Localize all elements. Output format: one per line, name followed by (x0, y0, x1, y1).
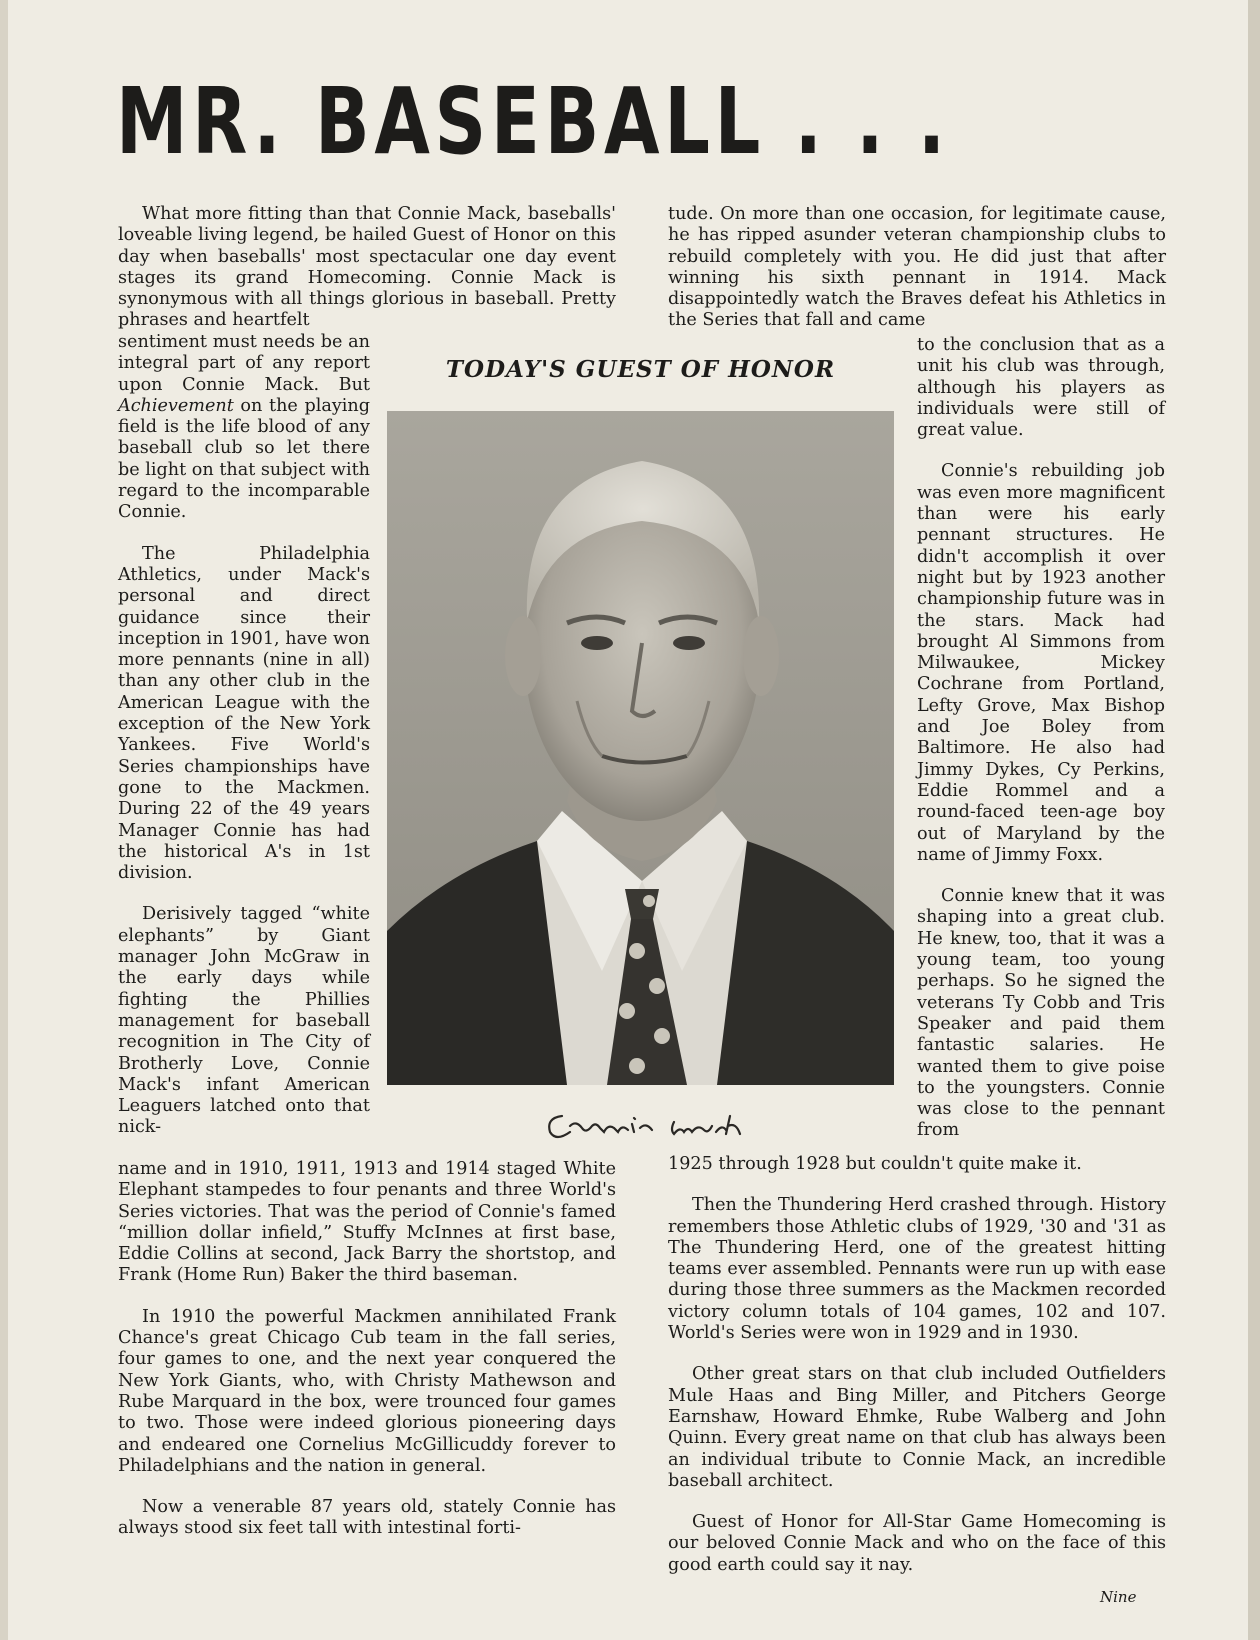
article-paragraph: 1925 through 1928 but couldn't quite make it. (668, 1154, 1082, 1174)
headline: MR. BASEBALL . . . (116, 68, 950, 175)
article-paragraph: Connie's rebuilding job was even more magnificent than were his early pennant structures. He didn't accomplish it over night but by 1923 another championship future was in the stars. Mack had brought Al Simmons from Milwaukee, Mickey Cochrane from Portland, Lefty Grove, Max Bishop and Joe Boley from Baltimore. He also had Jimmy Dykes, Cy Perkins, Eddie Rommel and a round-faced teen-age boy out of Maryland by the name of Jimmy Foxx. (917, 461, 1165, 865)
article-paragraph: Now a venerable 87 years old, stately Connie has always stood six feet tall with intestinal forti- (118, 1497, 616, 1539)
column-1-top (118, 204, 616, 332)
text-run: on the playing field is the life blood of any baseball club so let there be light on that subject with regard to the incomparable Connie. (118, 395, 370, 523)
emphasis-word: Achievement (118, 395, 234, 416)
column-1-narrow (118, 332, 370, 1139)
article-paragraph: What more fitting than that Connie Mack, baseballs' loveable living legend, be hailed Guest of Honor on this day when baseballs' most spectacular one day event stages its grand Homecoming. Connie Mack is synonymous with all things glorious in baseball. Pretty phrases and heartfelt (118, 204, 616, 331)
article-paragraph: Guest of Honor for All-Star Game Homecoming is our beloved Connie Mack and who on the face of this good earth could say it nay. (668, 1512, 1166, 1575)
article-paragraph (118, 332, 370, 524)
article-paragraph: Other great stars on that club included Outfielders Mule Haas and Bing Miller, and Pitchers George Earnshaw, Howard Ehmke, Rube Walberg and John Quinn. Every great name on that club has always been an individual tribute to Connie Mack, an incredible baseball architect. (668, 1364, 1166, 1491)
portrait-photo (387, 411, 894, 1085)
column-2-bottom (668, 1154, 1166, 1576)
text-run: sentiment must needs be an integral part of any report upon Connie Mack. But (118, 332, 370, 395)
page-left-edge (0, 0, 8, 1640)
article-paragraph: Then the Thundering Herd crashed through. History remembers those Athletic clubs of 1929, '30 and '31 as The Thundering Herd, one of the greatest hitting teams ever assembled. Pennants were run up with ease during those three summers as the Mackmen recorded victory column totals of 104 games, 102 and 107. World's Series were won in 1929 and in 1930. (668, 1195, 1166, 1344)
column-2-top (668, 204, 1166, 332)
page-right-edge (1248, 0, 1260, 1640)
article-paragraph: name and in 1910, 1911, 1913 and 1914 staged White Elephant stampedes to four penants and three World's Series victories. That was the period of Connie's famed “million dollar infield,” Stuffy McInnes at first base, Eddie Collins at second, Jack Barry the shortstop, and Frank (Home Run) Baker the third baseman. (118, 1159, 616, 1286)
article-paragraph: Derisively tagged “white elephants” by Giant manager John McGraw in the early days while fighting the Phillies management for baseball recognition in The City of Brotherly Love, Connie Mack's infant American Leaguers latched onto that nick- (118, 904, 370, 1138)
article-paragraph: Connie knew that it was shaping into a great club. He knew, too, that it was a young team, too young perhaps. So he signed the veterans Ty Cobb and Tris Speaker and paid them fantastic salaries. He wanted them to give poise to the youngsters. Connie was close to the pennant from (917, 886, 1165, 1141)
column-1-bottom (118, 1159, 616, 1540)
article-paragraph: tude. On more than one occasion, for legitimate cause, he has ripped asunder veteran championship clubs to rebuild completely with you. He did just that after winning his sixth pennant in 1914. Mack disappointedly watch the Braves defeat his Athletics in the Series that fall and came (668, 204, 1166, 331)
article-paragraph: The Philadelphia Athletics, under Mack's personal and direct guidance since their inception in 1901, have won more pennants (nine in all) than any other club in the American League with the exception of the New York Yankees. Five World's Series championships have gone to the Mackmen. During 22 of the 49 years Manager Connie has had the historical A's in 1st division. (118, 543, 370, 884)
signature (540, 1096, 760, 1152)
signature-illustration (540, 1096, 760, 1152)
portrait-illustration (387, 411, 894, 1085)
photo-caption: TODAY'S GUEST OF HONOR (445, 356, 836, 383)
column-2-narrow (917, 335, 1165, 1142)
article-paragraph: In 1910 the powerful Mackmen annihilated Frank Chance's great Chicago Cub team in the fall series, four games to one, and the next year conquered the New York Giants, who, with Christy Mathewson and Rube Marquard in the box, were trounced four games to two. Those were indeed glorious pioneering days and endeared one Cornelius McGillicuddy forever to Philadelphians and the nation in general. (118, 1306, 616, 1476)
article-paragraph: to the conclusion that as a unit his club was through, although his players as individuals were still of great value. (917, 335, 1165, 441)
page-number: Nine (1100, 1588, 1137, 1606)
